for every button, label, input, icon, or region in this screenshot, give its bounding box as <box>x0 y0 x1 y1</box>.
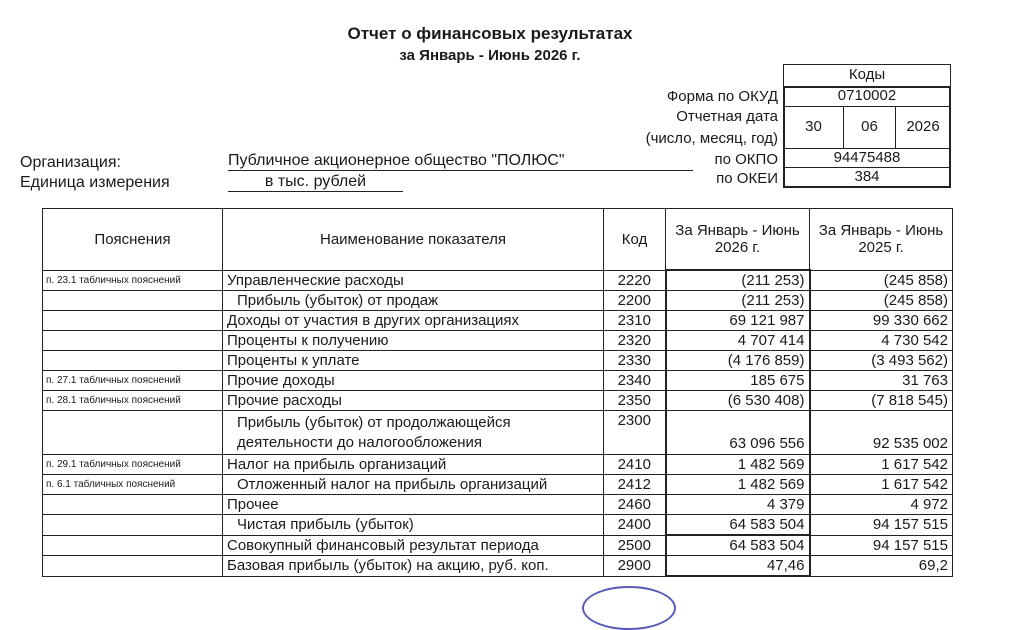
date-format-label: (число, месяц, год) <box>645 130 778 147</box>
table-row <box>43 331 953 351</box>
row-code: 2310 <box>604 311 666 331</box>
row-name: Управленческие расходы <box>223 270 604 291</box>
row-prior-value: 4 730 542 <box>810 331 953 351</box>
row-note <box>43 495 223 515</box>
table-row <box>43 515 953 536</box>
row-name: Проценты к уплате <box>223 351 604 371</box>
prior-period-header-line2: 2025 г. <box>858 239 904 257</box>
report-year: 2026 <box>896 107 950 149</box>
row-current-value: (211 253) <box>666 270 810 291</box>
okud-code: 0710002 <box>784 87 950 107</box>
row-current-value: 4 379 <box>666 495 810 515</box>
row-name: Совокупный финансовый результат периода <box>223 535 604 556</box>
row-note: п. 29.1 табличных пояснений <box>43 455 223 475</box>
row-prior-value: 1 617 542 <box>810 455 953 475</box>
row-prior-value: 1 617 542 <box>810 475 953 495</box>
stamp-seal <box>582 586 676 630</box>
okpo-label: по ОКПО <box>714 151 778 168</box>
row-prior-value: 69,2 <box>810 556 953 577</box>
table-row <box>43 495 953 515</box>
table-row <box>43 556 953 577</box>
report-title: Отчет о финансовых результатах <box>347 24 633 43</box>
table-row <box>43 535 953 556</box>
table-row <box>43 351 953 371</box>
row-current-value: 47,46 <box>666 556 810 577</box>
row-current-value: 69 121 987 <box>666 311 810 331</box>
current-period-header-line2: 2026 г. <box>714 239 761 256</box>
row-code: 2350 <box>604 391 666 411</box>
row-code: 2300 <box>604 411 666 455</box>
row-name: Налог на прибыль организаций <box>223 455 604 475</box>
row-code: 2500 <box>604 535 666 556</box>
okpo-code: 94475488 <box>784 149 950 168</box>
row-note: п. 27.1 табличных пояснений <box>43 371 223 391</box>
row-code: 2340 <box>604 371 666 391</box>
row-current-value: (211 253) <box>666 291 810 311</box>
table-row <box>43 311 953 331</box>
table-row <box>43 391 953 411</box>
table-header-row <box>43 209 953 271</box>
row-current-value: 64 583 504 <box>666 535 810 556</box>
row-code: 2410 <box>604 455 666 475</box>
indicator-column-header: Наименование показателя <box>223 209 604 271</box>
row-current-value: 64 583 504 <box>666 515 810 536</box>
row-prior-value: (245 858) <box>810 270 953 291</box>
current-period-column-header <box>666 209 810 271</box>
table-row <box>43 270 953 291</box>
row-current-value: (6 530 408) <box>666 391 810 411</box>
unit-label: Единица измерения <box>20 174 170 191</box>
row-name: Отложенный налог на прибыль организаций <box>223 475 604 495</box>
table-row <box>43 291 953 311</box>
table-row <box>43 455 953 475</box>
row-note <box>43 411 223 455</box>
organization-label: Организация: <box>20 154 121 171</box>
table-row <box>43 475 953 495</box>
row-name: Проценты к получению <box>223 331 604 351</box>
table-row <box>43 371 953 391</box>
row-prior-value: 4 972 <box>810 495 953 515</box>
organization-name: Публичное акционерное общество "ПОЛЮС" <box>228 152 693 171</box>
row-name: Прибыль (убыток) от продаж <box>223 291 604 311</box>
row-note: п. 6.1 табличных пояснений <box>43 475 223 495</box>
report-month: 06 <box>844 107 896 149</box>
row-name: Прочее <box>223 495 604 515</box>
okei-label: по ОКЕИ <box>716 170 778 187</box>
row-prior-value: (245 858) <box>810 291 953 311</box>
row-code: 2320 <box>604 331 666 351</box>
financial-results-table <box>42 208 953 577</box>
report-period: за Январь - Июнь 2026 г. <box>399 47 581 64</box>
row-prior-value: 99 330 662 <box>810 311 953 331</box>
row-note <box>43 535 223 556</box>
row-note: п. 23.1 табличных пояснений <box>43 270 223 291</box>
row-prior-value: (7 818 545) <box>810 391 953 411</box>
row-note <box>43 556 223 577</box>
row-code: 2330 <box>604 351 666 371</box>
row-current-value: (4 176 859) <box>666 351 810 371</box>
current-period-header-line1: За Январь - Июнь <box>675 222 800 239</box>
unit-value: в тыс. рублей <box>228 173 403 192</box>
codes-heading: Коды <box>783 64 951 86</box>
prior-period-column-header <box>810 209 953 271</box>
row-name: Чистая прибыль (убыток) <box>223 515 604 536</box>
row-prior-value: 92 535 002 <box>810 411 953 455</box>
row-note: п. 28.1 табличных пояснений <box>43 391 223 411</box>
row-name: Прочие доходы <box>223 371 604 391</box>
table-row <box>43 411 953 455</box>
row-name: Доходы от участия в других организациях <box>223 311 604 331</box>
notes-column-header: Пояснения <box>43 209 223 271</box>
row-prior-value: 94 157 515 <box>810 535 953 556</box>
row-code: 2200 <box>604 291 666 311</box>
row-note <box>43 515 223 536</box>
row-current-value: 1 482 569 <box>666 455 810 475</box>
row-note <box>43 351 223 371</box>
row-code: 2400 <box>604 515 666 536</box>
row-prior-value: (3 493 562) <box>810 351 953 371</box>
row-prior-value: 94 157 515 <box>810 515 953 536</box>
okud-label: Форма по ОКУД <box>666 88 778 105</box>
date-label: Отчетная дата <box>676 108 778 125</box>
row-current-value: 4 707 414 <box>666 331 810 351</box>
report-day: 30 <box>784 107 844 149</box>
row-note <box>43 331 223 351</box>
row-current-value: 63 096 556 <box>666 411 810 455</box>
row-code: 2460 <box>604 495 666 515</box>
row-current-value: 185 675 <box>666 371 810 391</box>
row-prior-value: 31 763 <box>810 371 953 391</box>
row-code: 2220 <box>604 270 666 291</box>
row-name: Прибыль (убыток) от продолжающейся деятельности до налогообложения <box>223 411 604 455</box>
row-note <box>43 311 223 331</box>
prior-period-header-line1: За Январь - Июнь <box>818 222 944 240</box>
row-name: Базовая прибыль (убыток) на акцию, руб. коп. <box>223 556 604 577</box>
row-name: Прочие расходы <box>223 391 604 411</box>
okei-code: 384 <box>854 168 880 185</box>
row-code: 2412 <box>604 475 666 495</box>
row-current-value: 1 482 569 <box>666 475 810 495</box>
row-note <box>43 291 223 311</box>
code-column-header: Код <box>604 209 666 271</box>
row-code: 2900 <box>604 556 666 577</box>
